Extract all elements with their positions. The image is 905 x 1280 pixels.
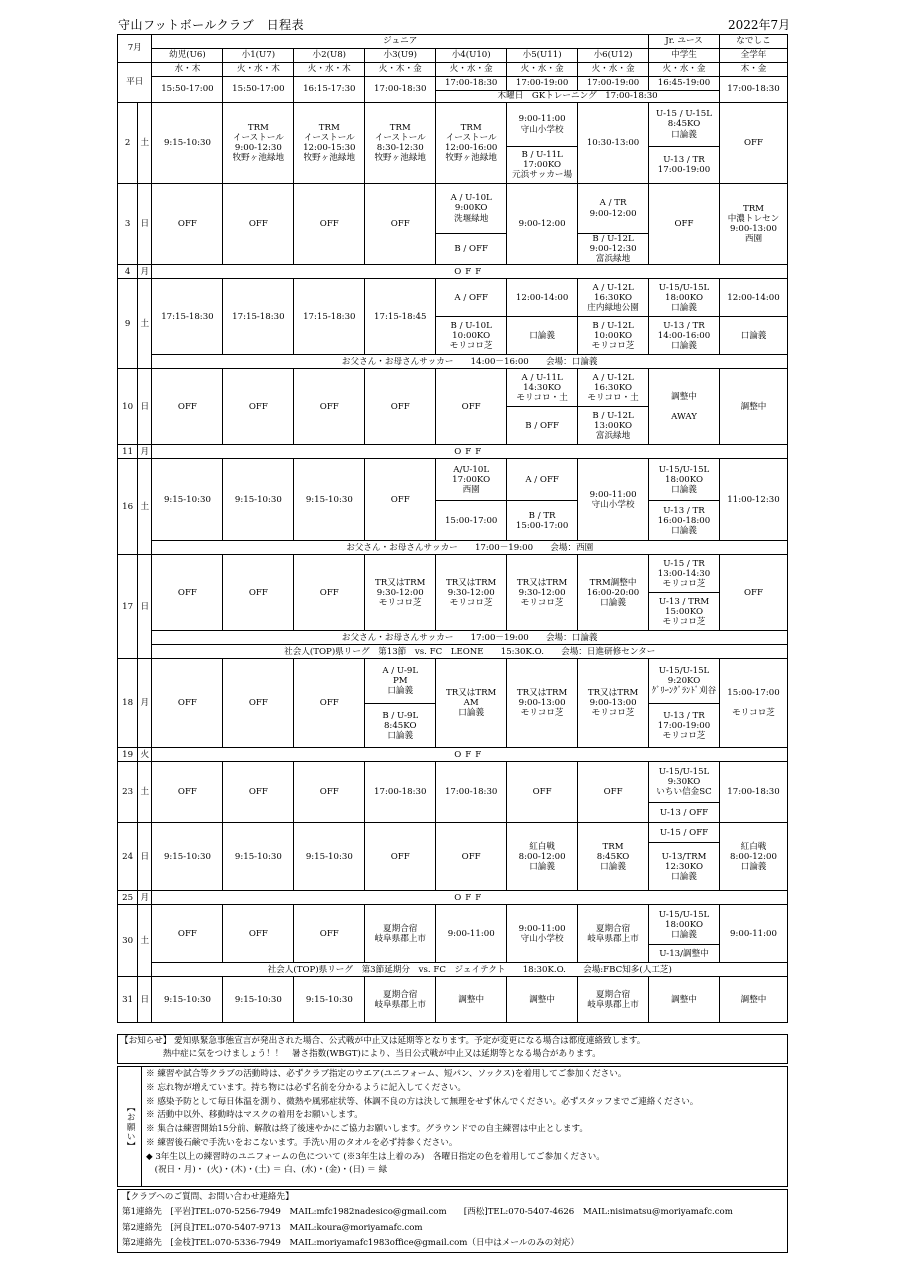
time-cell: 17:00-19:00 <box>507 77 578 91</box>
schedule-cell: B / OFF <box>436 234 507 265</box>
grade-u10: 小4(U10) <box>436 49 507 63</box>
schedule-cell: OFF <box>507 762 578 823</box>
schedule-cell: A / OFF <box>507 459 578 501</box>
grade-u6: 幼児(U6) <box>152 49 223 63</box>
time-cell: 15:50-17:00 <box>152 77 223 103</box>
contacts-header: 【クラブへのご質問、お問い合わせ連絡先】 <box>122 1192 294 1202</box>
schedule-cell: 調整中 <box>649 977 720 1023</box>
day-number: 16 <box>118 459 138 555</box>
time-cell: 17:00-18:30 <box>436 77 507 91</box>
day-number: 17 <box>118 555 138 659</box>
time-cell: 17:00-19:00 <box>578 77 649 91</box>
schedule-cell: U-13 / OFF <box>649 803 720 823</box>
schedule-cell: U-13/TRM 12:30KO 口論義 <box>649 843 720 891</box>
schedule-cell: A / U-10L 9:00KO 洗堰緑地 <box>436 184 507 234</box>
day-number: 11 <box>118 445 138 459</box>
schedule-cell: 9:15-10:30 <box>223 459 294 541</box>
schedule-cell: OFF <box>365 823 436 891</box>
contacts-box <box>117 1189 788 1253</box>
schedule-cell: OFF <box>223 369 294 445</box>
grade-u8: 小2(U8) <box>294 49 365 63</box>
schedule-cell: U-15 / U-15L 8:45KO 口論義 <box>649 103 720 147</box>
time-cell: 16:15-17:30 <box>294 77 365 103</box>
request-item: ※ 忘れ物が増えています。持ち物には必ず名前を分かるように記入してください。 <box>146 1082 467 1093</box>
schedule-cell: 9:15-10:30 <box>294 977 365 1023</box>
schedule-cell: U-13 / TR 16:00-18:00 口論義 <box>649 501 720 541</box>
schedule-cell: OFF <box>152 555 223 631</box>
schedule-cell: TRM 中濃トレセン 9:00-13:00 西園 <box>719 184 787 265</box>
schedule-cell: U-15/U-15L 9:30KO いちい信金SC <box>649 762 720 803</box>
schedule-cell: U-15/U-15L 18:00KO 口論義 <box>649 459 720 501</box>
schedule-cell: U-15/U-15L 18:00KO 口論義 <box>649 905 720 945</box>
schedule-cell: B / U-9L 8:45KO 口論義 <box>365 704 436 748</box>
schedule-cell: 9:00-11:00 守山小学校 <box>578 459 649 541</box>
days-cell: 火・水・金 <box>649 63 720 77</box>
grade-u7: 小1(U7) <box>223 49 294 63</box>
day-of-week: 火 <box>138 748 152 762</box>
grade-u12: 小6(U12) <box>578 49 649 63</box>
day-of-week: 土 <box>138 459 152 555</box>
requests-list <box>142 1067 787 1186</box>
schedule-cell: U-13 / TRM 15:00KO モリコロ芝 <box>649 593 720 631</box>
schedule-cell: 夏期合宿 岐阜県郡上市 <box>578 905 649 963</box>
schedule-cell: 9:15-10:30 <box>294 459 365 541</box>
day-number: 25 <box>118 891 138 905</box>
notice-line: 熱中症に気をつけましょう！！ 暑さ指数(WBGT)により、当日公式戦が中止又は延期等となる場合があります。 <box>120 1049 601 1060</box>
gk-training-note: 木曜日 GKトレーニング 17:00-18:30 <box>436 91 720 103</box>
schedule-cell: 9:00-11:00 守山小学校 <box>507 103 578 147</box>
day-of-week: 土 <box>138 762 152 823</box>
day-number: 10 <box>118 369 138 445</box>
time-cell: 16:45-19:00 <box>649 77 720 91</box>
league-note: 社会人(TOP)県リーグ 第13節 vs. FC LEONE 15:30K.O. 会場：日進研修センター <box>152 645 788 659</box>
day-number: 31 <box>118 977 138 1023</box>
schedule-cell: 9:15-10:30 <box>294 823 365 891</box>
schedule-cell: TR又はTRM 9:30-12:00 モリコロ芝 <box>436 555 507 631</box>
event-note: お父さん・お母さんサッカー 14:00－16:00 会場：口論義 <box>152 355 788 369</box>
schedule-cell: TR又はTRM AM 口論義 <box>436 659 507 748</box>
schedule-cell: 17:15-18:30 <box>223 279 294 355</box>
event-note: お父さん・お母さんサッカー 17:00－19:00 会場：西園 <box>152 541 788 555</box>
off-note: OFF <box>152 891 788 905</box>
days-cell: 火・水・金 <box>507 63 578 77</box>
schedule-cell: 9:00-12:00 <box>507 184 578 265</box>
month-label: 2022年7月 <box>728 18 791 32</box>
day-number: 19 <box>118 748 138 762</box>
jr-youth-header: Jr. ユース <box>649 35 720 49</box>
schedule-cell: 9:00-11:00 <box>719 905 787 963</box>
league-note: 社会人(TOP)県リーグ 第3節延期分 vs. FC ジェイテクト 18:30K.O. 会場:FBC知多(人工芝) <box>152 963 788 977</box>
schedule-cell: 17:00-18:30 <box>719 762 787 823</box>
schedule-cell: TRM イーストール 12:00-15:30 牧野ヶ池緑地 <box>294 103 365 184</box>
schedule-cell: 9:15-10:30 <box>152 103 223 184</box>
day-number: 9 <box>118 279 138 369</box>
schedule-cell: 15:00-17:00 モリコロ芝 <box>719 659 787 748</box>
schedule-cell: OFF <box>719 555 787 631</box>
schedule-cell: OFF <box>578 762 649 823</box>
schedule-cell: TRM イーストール 9:00-12:30 牧野ヶ池緑地 <box>223 103 294 184</box>
schedule-cell: TR又はTRM 9:00-13:00 モリコロ芝 <box>507 659 578 748</box>
weekday-label: 平日 <box>118 63 152 103</box>
schedule-cell: U-15/U-15L 18:00KO 口論義 <box>649 279 720 317</box>
day-of-week: 日 <box>138 823 152 891</box>
day-number: 24 <box>118 823 138 891</box>
schedule-cell: A / OFF <box>436 279 507 317</box>
schedule-cell: 夏期合宿 岐阜県郡上市 <box>578 977 649 1023</box>
grade-u9: 小3(U9) <box>365 49 436 63</box>
schedule-cell: B / U-12L 9:00-12:30 富浜緑地 <box>578 234 649 265</box>
schedule-table <box>117 34 788 1023</box>
schedule-cell: OFF <box>223 905 294 963</box>
notice-box <box>117 1034 788 1064</box>
schedule-cell: OFF <box>365 184 436 265</box>
schedule-cell: 17:15-18:30 <box>294 279 365 355</box>
schedule-cell: 11:00-12:30 <box>719 459 787 541</box>
schedule-cell: OFF <box>365 459 436 541</box>
day-of-week: 日 <box>138 184 152 265</box>
schedule-cell: 9:00-11:00 <box>436 905 507 963</box>
request-item: ◆ 3年生以上の練習時のユニフォームの色について (※3年生は上着のみ) 各曜日指定の色を着用してご参加ください。 <box>146 1151 605 1162</box>
schedule-cell: OFF <box>294 905 365 963</box>
schedule-cell: 調整中 <box>719 977 787 1023</box>
schedule-cell: U-13 / TR 17:00-19:00 <box>649 147 720 184</box>
schedule-cell: OFF <box>152 905 223 963</box>
schedule-cell: 紅白戦 8:00-12:00 口論義 <box>719 823 787 891</box>
request-item: ※ 活動中以外、移動時はマスクの着用をお願いします。 <box>146 1110 363 1121</box>
grade-all: 全学年 <box>719 49 787 63</box>
schedule-cell: TR又はTRM 9:30-12:00 モリコロ芝 <box>507 555 578 631</box>
schedule-cell: A/U-10L 17:00KO 西園 <box>436 459 507 501</box>
schedule-cell: 17:15-18:30 <box>152 279 223 355</box>
days-cell: 火・水・木 <box>294 63 365 77</box>
schedule-cell: OFF <box>223 762 294 823</box>
junior-header: ジュニア <box>152 35 649 49</box>
day-number: 3 <box>118 184 138 265</box>
day-number: 30 <box>118 905 138 977</box>
schedule-cell: OFF <box>294 659 365 748</box>
schedule-cell: OFF <box>152 659 223 748</box>
schedule-cell: A / U-12L 16:30KO 庄内緑地公園 <box>578 279 649 317</box>
schedule-cell: OFF <box>152 184 223 265</box>
schedule-cell: U-15 / OFF <box>649 823 720 843</box>
schedule-cell: A / U-12L 16:30KO モリコロ・土 <box>578 369 649 407</box>
contact-line: 第2連絡先 [金枝]TEL:070-5336-7949 MAIL:moriyamafc1983office@gmail.com（日中はメールのみの対応） <box>122 1237 579 1248</box>
schedule-cell: B / TR 15:00-17:00 <box>507 501 578 541</box>
schedule-cell: B / U-12L 10:00KO モリコロ芝 <box>578 317 649 355</box>
month-cell: 7月 <box>118 35 152 63</box>
contact-line: 第2連絡先 [河良]TEL:070-5407-9713 MAIL:koura@moriyamafc.com <box>122 1222 423 1233</box>
schedule-cell: OFF <box>152 762 223 823</box>
contact-line: 第1連絡先 [平岩]TEL:070-5256-7949 MAIL:mfc1982nadesico@gmail.com [西松]TEL:070-5407-4626 MAIL:nisimatsu@moriyamafc.com <box>122 1207 733 1218</box>
day-of-week: 土 <box>138 103 152 184</box>
schedule-cell: 17:00-18:30 <box>436 762 507 823</box>
nadeshiko-header: なでしこ <box>719 35 787 49</box>
day-number: 18 <box>118 659 138 748</box>
schedule-cell: OFF <box>436 369 507 445</box>
schedule-cell: TRM イーストール 12:00-16:00 牧野ヶ池緑地 <box>436 103 507 184</box>
schedule-cell: OFF <box>719 103 787 184</box>
schedule-cell: 調整中 <box>719 369 787 445</box>
schedule-cell: OFF <box>294 369 365 445</box>
schedule-cell: OFF <box>223 659 294 748</box>
schedule-cell: 調整中 <box>436 977 507 1023</box>
schedule-cell: TRM 8:45KO 口論義 <box>578 823 649 891</box>
schedule-cell: OFF <box>436 823 507 891</box>
day-of-week: 月 <box>138 891 152 905</box>
schedule-cell: A / U-11L 14:30KO モリコロ・土 <box>507 369 578 407</box>
grade-junior-high: 中学生 <box>649 49 720 63</box>
schedule-cell: A / U-9L PM 口論義 <box>365 659 436 704</box>
schedule-cell: 10:30-13:00 <box>578 103 649 184</box>
day-of-week: 土 <box>138 279 152 369</box>
off-note: OFF <box>152 445 788 459</box>
schedule-cell: 調整中 <box>507 977 578 1023</box>
schedule-cell: OFF <box>294 555 365 631</box>
schedule-cell: OFF <box>223 184 294 265</box>
schedule-cell: 15:00-17:00 <box>436 501 507 541</box>
request-item: (祝日・月)・ (火)・(木)・(土) ＝ 白、(水)・(金)・(日) ＝ 緑 <box>146 1165 388 1176</box>
schedule-cell: 9:15-10:30 <box>223 977 294 1023</box>
time-cell: 17:00-18:30 <box>365 77 436 103</box>
schedule-cell: TR又はTRM 9:00-13:00 モリコロ芝 <box>578 659 649 748</box>
schedule-cell: OFF <box>152 369 223 445</box>
schedule-cell: TRM調整中 16:00-20:00 口論義 <box>578 555 649 631</box>
schedule-cell: U-13/調整中 <box>649 945 720 963</box>
day-of-week: 土 <box>138 905 152 977</box>
schedule-cell: OFF <box>223 555 294 631</box>
schedule-cell: 9:00-11:00 守山小学校 <box>507 905 578 963</box>
schedule-cell: OFF <box>649 184 720 265</box>
schedule-cell: 9:15-10:30 <box>152 459 223 541</box>
schedule-cell: 口論義 <box>719 317 787 355</box>
request-item: ※ 感染予防として毎日体温を測り、微熱や風邪症状等、体調不良の方は決して無理をせず休んでください。必ずスタッフまでご連絡ください。 <box>146 1096 699 1107</box>
schedule-cell: A / TR 9:00-12:00 <box>578 184 649 234</box>
day-of-week: 日 <box>138 555 152 659</box>
days-cell: 火・水・木 <box>223 63 294 77</box>
requests-label: 【お願い】 <box>118 1067 142 1186</box>
day-number: 23 <box>118 762 138 823</box>
schedule-cell: 紅白戦 8:00-12:00 口論義 <box>507 823 578 891</box>
days-cell: 火・水・金 <box>578 63 649 77</box>
request-item: ※ 練習後石鹸で手洗いをおこないます。手洗い用のタオルを必ず持参ください。 <box>146 1137 458 1148</box>
days-cell: 火・木・金 <box>365 63 436 77</box>
notice-line: 【お知らせ】 愛知県緊急事態宣言が発出された場合、公式戦が中止又は延期等となります。予定が変更になる場合は都度連絡致します。 <box>120 1036 646 1046</box>
day-of-week: 月 <box>138 445 152 459</box>
schedule-cell: U-13 / TR 14:00-16:00 口論義 <box>649 317 720 355</box>
time-cell: 15:50-17:00 <box>223 77 294 103</box>
requests-box <box>117 1066 788 1187</box>
day-of-week: 月 <box>138 659 152 748</box>
schedule-cell: TRM イーストール 8:30-12:30 牧野ヶ池緑地 <box>365 103 436 184</box>
schedule-cell: B / OFF <box>507 407 578 445</box>
days-cell: 火・水・金 <box>436 63 507 77</box>
schedule-cell: 17:15-18:45 <box>365 279 436 355</box>
schedule-cell: 口論義 <box>507 317 578 355</box>
schedule-cell: 9:15-10:30 <box>152 823 223 891</box>
day-number: 4 <box>118 265 138 279</box>
day-of-week: 日 <box>138 369 152 445</box>
event-note: お父さん・お母さんサッカー 17:00－19:00 会場：口論義 <box>152 631 788 645</box>
days-cell: 木・金 <box>719 63 787 77</box>
schedule-cell: TR又はTRM 9:30-12:00 モリコロ芝 <box>365 555 436 631</box>
request-item: ※ 練習や試合等クラブの活動時は、必ずクラブ指定のウエア(ユニフォーム、短パン、ソックス)を着用してご参加ください。 <box>146 1069 627 1079</box>
schedule-cell: U-13 / TR 17:00-19:00 モリコロ芝 <box>649 704 720 748</box>
off-note: OFF <box>152 265 788 279</box>
grade-u11: 小5(U11) <box>507 49 578 63</box>
schedule-cell: B / U-12L 13:00KO 富浜緑地 <box>578 407 649 445</box>
day-number: 2 <box>118 103 138 184</box>
schedule-cell: U-15 / TR 13:00-14:30 モリコロ芝 <box>649 555 720 593</box>
schedule-cell: U-15/U-15L 9:20KO ｸﾞﾘｰﾝｸﾞﾗﾝﾄﾞ刈谷 <box>649 659 720 704</box>
schedule-cell: 9:15-10:30 <box>223 823 294 891</box>
schedule-cell: 調整中 AWAY <box>649 369 720 445</box>
schedule-cell: 17:00-18:30 <box>365 762 436 823</box>
schedule-cell: OFF <box>294 762 365 823</box>
schedule-cell: 夏期合宿 岐阜県郡上市 <box>365 905 436 963</box>
schedule-cell: B / U-10L 10:00KO モリコロ芝 <box>436 317 507 355</box>
schedule-cell: 夏期合宿 岐阜県郡上市 <box>365 977 436 1023</box>
schedule-cell: OFF <box>365 369 436 445</box>
days-cell: 水・木 <box>152 63 223 77</box>
schedule-cell: 9:15-10:30 <box>152 977 223 1023</box>
off-note: OFF <box>152 748 788 762</box>
day-of-week: 月 <box>138 265 152 279</box>
request-item: ※ 集合は練習開始15分前、解散は終了後速やかにご協力お願いします。グラウンドでの自主練習は中止とします。 <box>146 1124 588 1134</box>
schedule-cell: 12:00-14:00 <box>507 279 578 317</box>
schedule-cell: 12:00-14:00 <box>719 279 787 317</box>
day-of-week: 日 <box>138 977 152 1023</box>
schedule-cell: B / U-11L 17:00KO 元浜サッカー場 <box>507 147 578 184</box>
page-title: 守山フットボールクラブ 日程表 <box>118 18 305 32</box>
schedule-cell: OFF <box>294 184 365 265</box>
time-cell: 17:00-18:30 <box>719 77 787 103</box>
